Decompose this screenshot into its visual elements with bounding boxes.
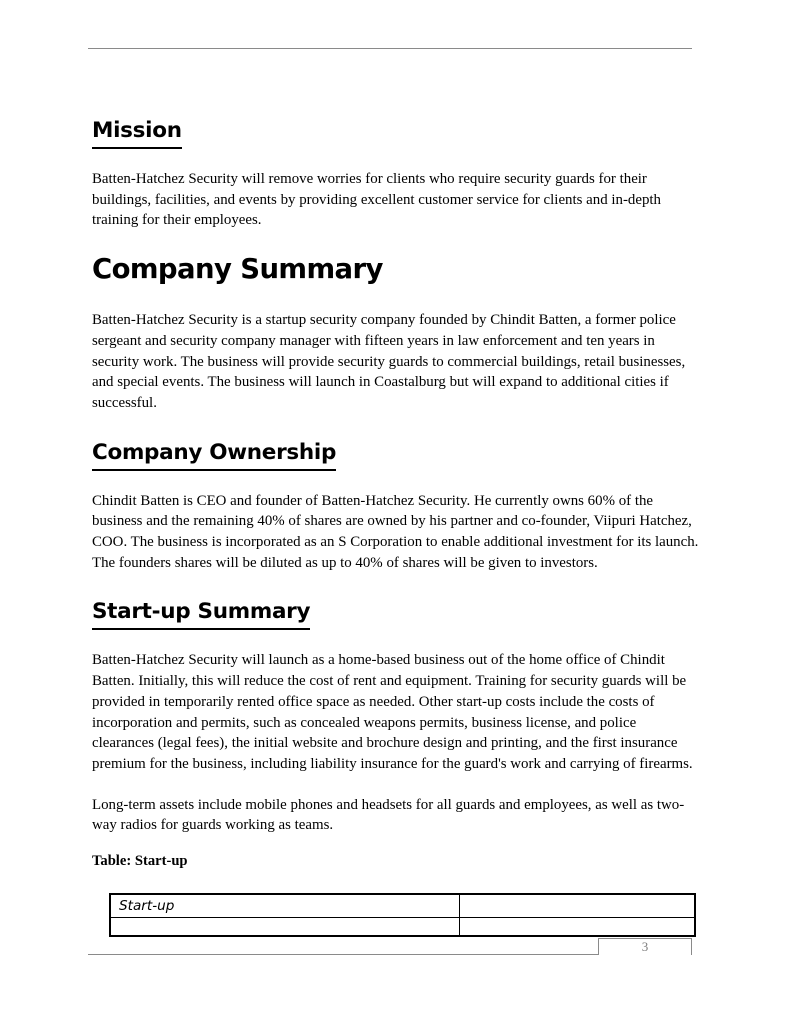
start-up-table: [109, 893, 696, 937]
table-cell-empty-right: [460, 918, 696, 937]
table-caption-start-up: Table: Start-up: [92, 853, 188, 870]
section-company-summary-heading-block: [92, 253, 700, 286]
section-company-ownership-heading-block: [92, 440, 700, 471]
table-cell-startup-label: Start-up: [110, 894, 460, 918]
page-number: 3: [641, 939, 649, 954]
heading-start-up-summary: Start-up Summary: [92, 599, 310, 630]
page-header: [88, 48, 692, 50]
page-footer: [88, 938, 692, 974]
start-up-table-wrapper: [109, 893, 675, 937]
section-start-up-summary-heading-block: [92, 599, 700, 630]
table-row: [110, 918, 695, 937]
paragraph-mission-1: Batten-Hatchez Security will remove worries for clients who require security guards for their buildings, facilities, and events by providing excellent customer service for clients and in-depth training for their employees.: [92, 171, 661, 229]
paragraph-company-ownership-1: Chindit Batten is CEO and founder of Batten-Hatchez Security. He currently owns 60% of the business and the remaining 40% of shares are owned by his partner and co-founder, Viipuri Hatchez, COO. The business is incorporated as an S Corporation to enable additional investment for its launch. The founders shares will be diluted as up to 40% of shares will be given to investors.: [92, 492, 699, 571]
paragraph-company-summary-1: Batten-Hatchez Security is a startup security company founded by Chindit Batten, a former police sergeant and security company manager with fifteen years in law enforcement and ten years in security work. The business will provide security guards to commercial buildings, retail businesses, and special events. The business will launch in Coastalburg but will expand to additional cities if successful.: [92, 312, 686, 411]
table-row: [110, 894, 695, 918]
heading-company-summary: Company Summary: [92, 253, 383, 286]
paragraph-start-up-summary-2: Long-term assets include mobile phones and headsets for all guards and employees, as well as two-way radios for guards working as teams.: [92, 796, 685, 834]
document-content: [92, 118, 700, 937]
heading-company-ownership: Company Ownership: [92, 440, 336, 471]
table-cell-empty-left: [110, 918, 460, 937]
heading-mission: Mission: [92, 118, 182, 149]
section-mission-heading-block: [92, 118, 700, 149]
paragraph-start-up-summary-1: Batten-Hatchez Security will launch as a home-based business out of the home office of Chindit Batten. Initially, this will reduce the cost of rent and equipment. Training for security guards will be provided in temporarily rented office space as needed. Other start-up costs include the costs of incorporation and permits, such as concealed weapons permits, business license, and police clearances (legal fees), the initial website and brochure design and printing, and the first insurance premium for the business, including liability insurance for the guard's work and carrying of firearms.: [92, 652, 693, 772]
header-rule: [88, 48, 692, 49]
table-cell-startup-value: [460, 894, 696, 918]
footer-rule: [88, 954, 598, 955]
